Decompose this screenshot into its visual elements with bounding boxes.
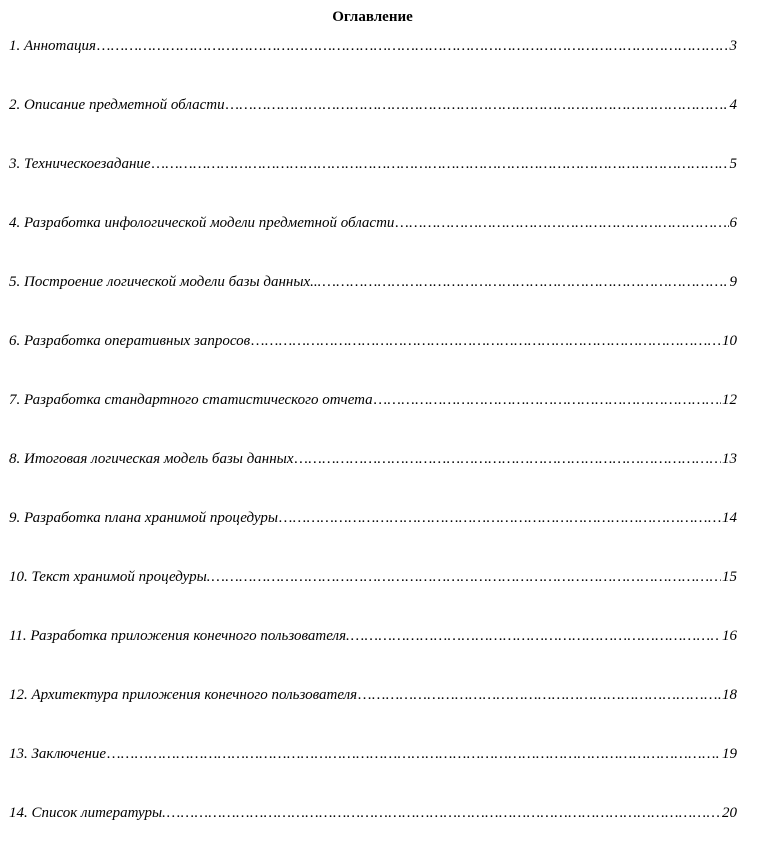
toc-dot-leader (395, 214, 728, 232)
toc-entry-page: 5 (729, 156, 737, 172)
toc-entry-page: 16 (722, 628, 737, 644)
toc-entry (9, 332, 737, 391)
toc-entry-label: 14. Список литературы. (9, 805, 166, 821)
toc-entry-page: 19 (722, 746, 737, 762)
toc-dot-leader (167, 804, 721, 822)
toc-dot-leader (279, 509, 721, 527)
toc-entry-label: 2. Описание предметной области (9, 97, 225, 113)
toc-entry (9, 568, 737, 627)
toc-entry-page: 15 (722, 569, 737, 585)
toc-entry-label: 11. Разработка приложения конечного пользователя. (9, 628, 350, 644)
toc-entry-label: 10. Текст хранимой процедуры. (9, 569, 211, 585)
toc-entry (9, 627, 737, 686)
toc-entry-page: 10 (722, 333, 737, 349)
toc-dot-leader (374, 391, 721, 409)
toc-entry (9, 391, 737, 450)
toc-dot-leader (107, 745, 721, 763)
toc-entry (9, 214, 737, 273)
toc-entry-label: 6. Разработка оперативных запросов (9, 333, 251, 349)
toc-entry (9, 96, 737, 155)
toc-entry-label: 3. Техническоезадание (9, 156, 151, 172)
toc-dot-leader (322, 273, 728, 291)
toc-dot-leader (358, 686, 721, 704)
toc-entry (9, 450, 737, 509)
toc-entry-label: 8. Итоговая логическая модель базы данных (9, 451, 294, 467)
toc-entry-page: 20 (722, 805, 737, 821)
toc-entry-label: 7. Разработка стандартного статистического отчета (9, 392, 373, 408)
toc-entry-page: 14 (722, 510, 737, 526)
toc-title: Оглавление (332, 9, 413, 25)
toc-dot-leader (295, 450, 721, 468)
toc-list (9, 37, 737, 863)
toc-entry-label: 5. Построение логической модели базы данных... (9, 274, 322, 290)
toc-entry (9, 273, 737, 332)
toc-entry (9, 155, 737, 214)
toc-dot-leader (211, 568, 721, 586)
toc-entry (9, 37, 737, 96)
toc-entry (9, 686, 737, 745)
toc-entry-label: 12. Архитектура приложения конечного пользователя (9, 687, 358, 703)
toc-entry-page: 12 (722, 392, 737, 408)
toc-entry (9, 804, 737, 863)
toc-dot-leader (351, 627, 721, 645)
toc-entry-label: 4. Разработка инфологической модели предметной области (9, 215, 395, 231)
toc-dot-leader (97, 37, 728, 55)
toc-entry-page: 18 (722, 687, 737, 703)
toc-dot-leader (152, 155, 729, 173)
toc-entry-page: 3 (729, 38, 737, 54)
toc-dot-leader (251, 332, 721, 350)
toc-entry-page: 13 (722, 451, 737, 467)
toc-entry-label: 1. Аннотация (9, 38, 97, 54)
toc-entry-page: 6 (729, 215, 737, 231)
toc-entry-page: 4 (729, 97, 737, 113)
toc-dot-leader (226, 96, 729, 114)
toc-entry-label: 9. Разработка плана хранимой процедуры (9, 510, 279, 526)
toc-entry (9, 509, 737, 568)
toc-entry-page: 9 (729, 274, 737, 290)
toc-entry-label: 13. Заключение (9, 746, 107, 762)
toc-entry (9, 745, 737, 804)
